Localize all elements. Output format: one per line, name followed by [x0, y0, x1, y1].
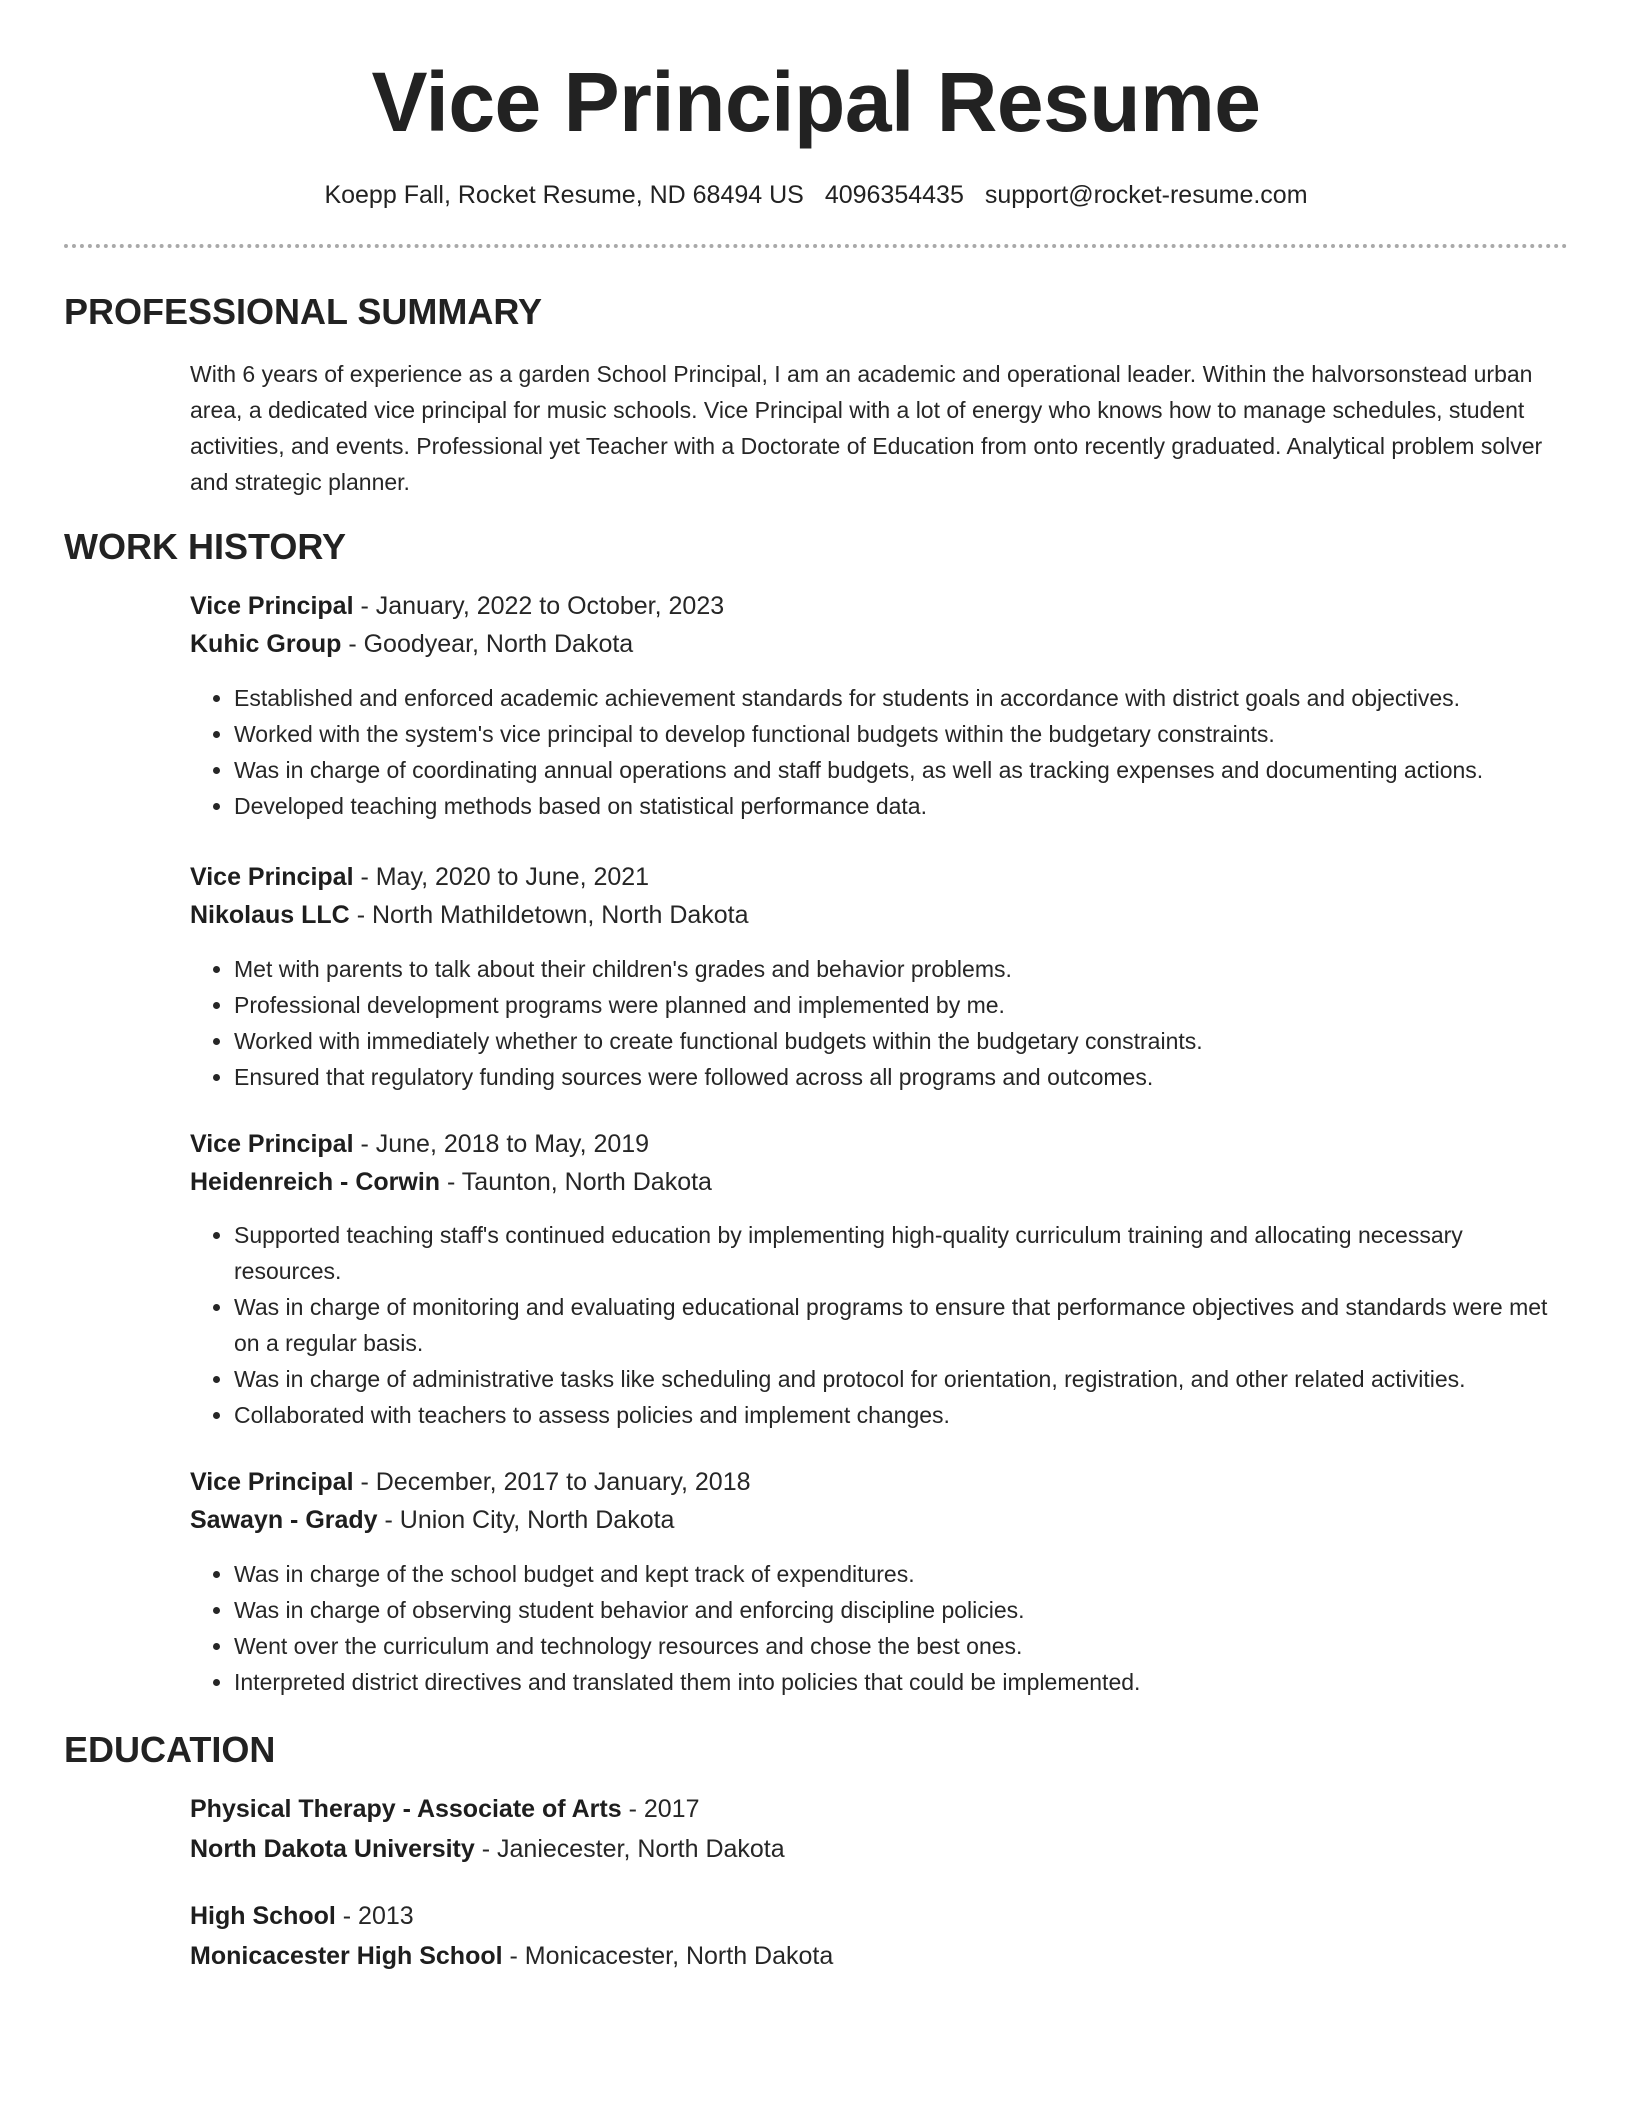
education-school: Monicacester High School [190, 1942, 503, 1970]
job-bullet: • Was in charge of the school budget and kept track of expenditures. [234, 1556, 1568, 1592]
job-title: Vice Principal [190, 1468, 354, 1496]
education-year: - 2017 [621, 1795, 700, 1823]
job-title-line [190, 858, 1568, 896]
job-bullet: • Ensured that regulatory funding sources were followed across all programs and outcomes. [234, 1059, 1568, 1095]
education-degree-line [190, 1897, 1568, 1935]
job-bullet: • Worked with immediately whether to create functional budgets within the budgetary constraints. [234, 1023, 1568, 1059]
job-dates: - June, 2018 to May, 2019 [353, 1130, 650, 1158]
job-bullets [190, 951, 1568, 1095]
education-location: - Monicacester, North Dakota [502, 1942, 834, 1970]
job-company-line [190, 896, 1568, 934]
job-company: Sawayn - Grady [190, 1506, 378, 1534]
job-title: Vice Principal [190, 1130, 354, 1158]
education-entry [190, 1790, 1568, 1868]
job-dates: - January, 2022 to October, 2023 [353, 592, 725, 620]
education-degree: Physical Therapy - Associate of Arts [190, 1795, 622, 1823]
education-school: North Dakota University [190, 1835, 475, 1863]
resume-page [64, 0, 1568, 1975]
job-dates: - December, 2017 to January, 2018 [353, 1468, 751, 1496]
job-location: - Union City, North Dakota [377, 1506, 675, 1534]
job-bullet: • Was in charge of observing student behavior and enforcing discipline policies. [234, 1592, 1568, 1628]
job-entry [190, 1463, 1568, 1700]
page-title: Vice Principal Resume [371, 55, 1261, 149]
summary-text: With 6 years of experience as a garden School Principal, I am an academic and operational leader. Within the halvorsonstead urban area, a dedicated vice principal for music schools. Vice Principal with a lot of energy who knows how to manage schedules, student activities, and events. Professional yet Teacher with a Doctorate of Education from onto recently graduated. Analytical problem solver and strategic planner. [190, 361, 1543, 495]
summary-heading: PROFESSIONAL SUMMARY [64, 291, 543, 332]
job-title-line [190, 587, 1568, 625]
contact-phone: 4096354435 [824, 181, 964, 209]
job-bullet: • Was in charge of monitoring and evaluating educational programs to ensure that performance objectives and standards were met on a regular basis. [234, 1289, 1568, 1361]
job-bullet: • Supported teaching staff's continued education by implementing high-quality curriculum training and allocating necessary resources. [234, 1217, 1568, 1289]
job-title-line [190, 1125, 1568, 1163]
job-bullet: • Was in charge of administrative tasks like scheduling and protocol for orientation, registration, and other related activities. [234, 1361, 1568, 1397]
contact-line [64, 180, 1568, 210]
job-bullet: • Met with parents to talk about their children's grades and behavior problems. [234, 951, 1568, 987]
job-bullet: • Professional development programs were planned and implemented by me. [234, 987, 1568, 1023]
job-company-line [190, 1163, 1568, 1201]
job-bullet: • Was in charge of coordinating annual operations and staff budgets, as well as tracking expenses and documenting actions. [234, 752, 1568, 788]
job-bullet: • Collaborated with teachers to assess policies and implement changes. [234, 1397, 1568, 1433]
job-location: - North Mathildetown, North Dakota [349, 901, 749, 929]
header-divider [64, 244, 1568, 248]
education-school-line [190, 1937, 1568, 1975]
job-title-line [190, 1463, 1568, 1501]
job-company-line [190, 625, 1568, 663]
job-location: - Taunton, North Dakota [440, 1168, 712, 1196]
education-school-line [190, 1830, 1568, 1868]
job-bullet: • Went over the curriculum and technology resources and chose the best ones. [234, 1628, 1568, 1664]
job-location: - Goodyear, North Dakota [341, 630, 634, 658]
job-bullet: • Developed teaching methods based on statistical performance data. [234, 788, 1568, 824]
work-history-heading: WORK HISTORY [64, 526, 347, 567]
job-bullet: • Worked with the system's vice principal to develop functional budgets within the budgetary constraints. [234, 716, 1568, 752]
job-bullets [190, 1556, 1568, 1700]
contact-email: support@rocket-resume.com [984, 181, 1308, 209]
job-company: Heidenreich - Corwin [190, 1168, 441, 1196]
education-location: - Janiecester, North Dakota [474, 1835, 785, 1863]
education-year: - 2013 [335, 1902, 414, 1930]
job-bullets [190, 1217, 1568, 1433]
education-heading: EDUCATION [64, 1729, 276, 1770]
job-company: Nikolaus LLC [190, 901, 350, 929]
job-entry [190, 1125, 1568, 1433]
job-title: Vice Principal [190, 863, 354, 891]
education-entry [190, 1897, 1568, 1975]
job-entry [190, 587, 1568, 824]
education-degree: High School [190, 1902, 336, 1930]
job-bullets [190, 680, 1568, 824]
job-company: Kuhic Group [190, 630, 342, 658]
contact-address: Koepp Fall, Rocket Resume, ND 68494 US [324, 181, 804, 209]
job-entry [190, 858, 1568, 1095]
job-dates: - May, 2020 to June, 2021 [353, 863, 650, 891]
job-title: Vice Principal [190, 592, 354, 620]
education-degree-line [190, 1790, 1568, 1828]
job-bullet: • Interpreted district directives and translated them into policies that could be implemented. [234, 1664, 1568, 1700]
job-bullet: • Established and enforced academic achievement standards for students in accordance with district goals and objectives. [234, 680, 1568, 716]
job-company-line [190, 1501, 1568, 1539]
